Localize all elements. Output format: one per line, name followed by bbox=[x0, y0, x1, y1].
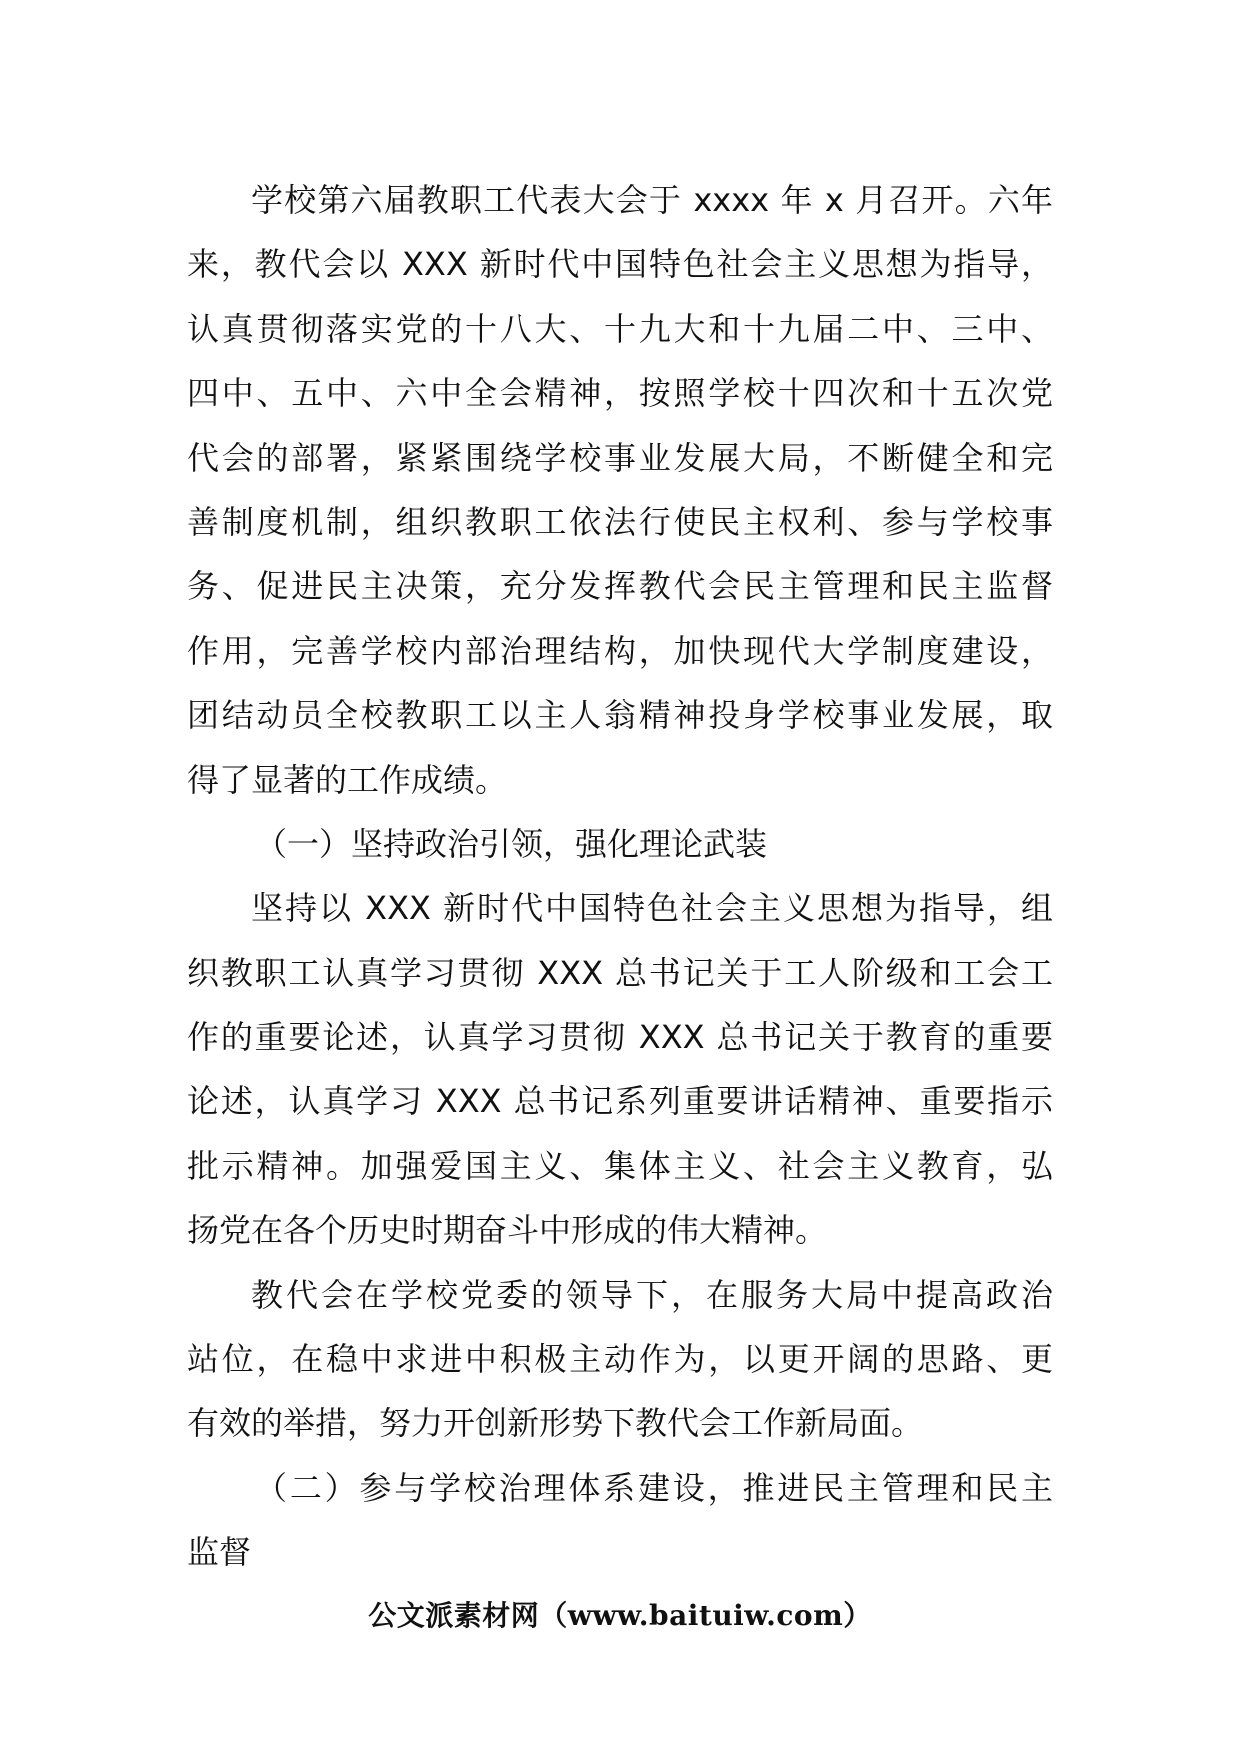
paragraph-3-line-3: 有效的举措，努力开创新形势下教代会工作新局面。 bbox=[187, 1404, 924, 1443]
document-body bbox=[187, 168, 1053, 1585]
paragraph-2-line-5: 批示精神。加强爱国主义、集体主义、社会主义教育，弘 bbox=[187, 1146, 1053, 1185]
paragraph-3-line-1: 教代会在学校党委的领导下，在服务大局中提高政治 bbox=[251, 1275, 1053, 1314]
paragraph-1-line-9: 团结动员全校教职工以主人翁精神投身学校事业发展，取 bbox=[187, 696, 1053, 735]
paragraph-1-line-3: 认真贯彻落实党的十八大、十九大和十九届二中、三中、 bbox=[187, 309, 1053, 348]
paragraph-1-line-8: 作用，完善学校内部治理结构，加快现代大学制度建设， bbox=[187, 631, 1053, 670]
paragraph-3-line-2: 站位，在稳中求进中积极主动作为，以更开阔的思路、更 bbox=[187, 1340, 1053, 1379]
paragraph-1-line-5: 代会的部署，紧紧围绕学校事业发展大局，不断健全和完 bbox=[187, 438, 1053, 477]
paragraph-1-line-7: 务、促进民主决策，充分发挥教代会民主管理和民主监督 bbox=[187, 567, 1053, 606]
paragraph-1-line-4: 四中、五中、六中全会精神，按照学校十四次和十五次党 bbox=[187, 374, 1053, 413]
paragraph-2-line-2: 织教职工认真学习贯彻 XXX 总书记关于工人阶级和工会工 bbox=[187, 953, 1053, 992]
section-heading-1: （一）坚持政治引领，强化理论武装 bbox=[255, 824, 768, 863]
paragraph-1-line-10: 得了显著的工作成绩。 bbox=[187, 760, 508, 799]
paragraph-2-line-6: 扬党在各个历史时期奋斗中形成的伟大精神。 bbox=[187, 1211, 828, 1250]
paragraph-2-line-1: 坚持以 XXX 新时代中国特色社会主义思想为指导，组 bbox=[251, 889, 1053, 928]
section-heading-2-line-1: （二）参与学校治理体系建设，推进民主管理和民主 bbox=[255, 1468, 1053, 1507]
paragraph-1-line-2: 来，教代会以 XXX 新时代中国特色社会主义思想为指导， bbox=[187, 245, 1053, 284]
paragraph-2-line-4: 论述，认真学习 XXX 总书记系列重要讲话精神、重要指示 bbox=[187, 1082, 1053, 1121]
paragraph-1-line-6: 善制度机制，组织教职工依法行使民主权利、参与学校事 bbox=[187, 502, 1053, 541]
paragraph-2-line-3: 作的重要论述，认真学习贯彻 XXX 总书记关于教育的重要 bbox=[187, 1018, 1053, 1057]
paragraph-1-line-1: 学校第六届教职工代表大会于 xxxx 年 x 月召开。六年 bbox=[251, 181, 1053, 219]
footer-watermark: 公文派素材网（www.baituiw.com） bbox=[368, 1599, 872, 1632]
section-heading-2-line-2: 监督 bbox=[187, 1533, 252, 1572]
